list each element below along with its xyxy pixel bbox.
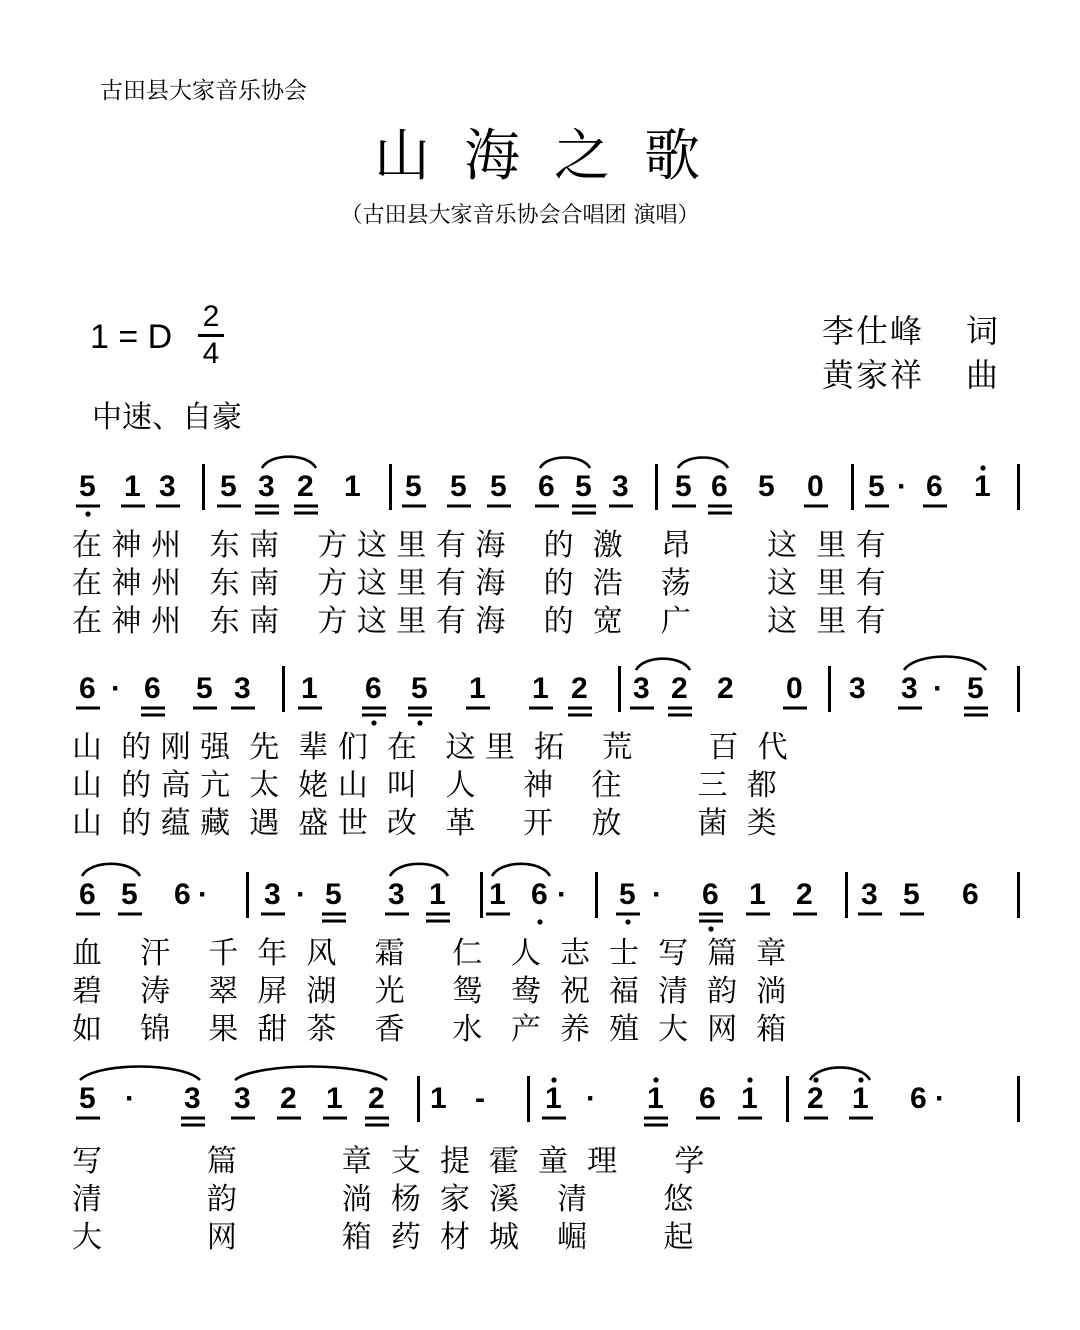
note: 1	[741, 1082, 758, 1115]
note: 1	[429, 878, 446, 911]
note: 5	[196, 672, 213, 705]
note: 1	[301, 672, 318, 705]
note: 3	[234, 672, 251, 705]
note: ·	[933, 672, 943, 705]
note: 3	[184, 1082, 201, 1115]
barline	[595, 872, 598, 918]
octave-dot-below	[625, 919, 630, 924]
barline	[618, 666, 621, 712]
note: 3	[901, 672, 918, 705]
note: 1	[326, 1082, 343, 1115]
lyric-line: 在 神 州 东 南 方 这 里 有 海 的 浩 荡 这 里 有	[72, 566, 886, 601]
note: 6	[531, 878, 548, 911]
barline	[417, 1076, 420, 1122]
note: 1	[124, 470, 141, 503]
slur-arc	[678, 458, 728, 469]
note: 3	[633, 672, 650, 705]
note: 0	[807, 470, 824, 503]
note: 5	[868, 470, 885, 503]
note: 6	[365, 672, 382, 705]
slur-arc	[492, 864, 550, 876]
note: 3	[612, 470, 629, 503]
barline	[1017, 464, 1020, 510]
note: 1	[974, 470, 991, 503]
note: 2	[297, 470, 314, 503]
note: 5	[121, 878, 138, 911]
note: 6	[699, 1082, 716, 1115]
note: 3	[388, 878, 405, 911]
note: 0	[786, 672, 803, 705]
note: 6	[79, 672, 96, 705]
barline	[282, 666, 285, 712]
note: 1	[489, 878, 506, 911]
slur-arc	[80, 1067, 200, 1081]
lyric-line: 山 的 刚 强 先 辈 们 在 这 里 拓 荒 百 代	[72, 730, 788, 765]
slur-arc	[235, 1067, 387, 1081]
barline	[246, 872, 249, 918]
note: 2	[368, 1082, 385, 1115]
note: 1	[545, 1082, 562, 1115]
note: 6	[962, 878, 979, 911]
note: 5	[903, 878, 920, 911]
note: 2	[671, 672, 688, 705]
note: ·	[557, 878, 567, 911]
lyric-line: 写 篇 章 支 提 霍 童 理 学	[72, 1144, 705, 1179]
time-signature-bottom: 4	[202, 337, 220, 370]
barline	[828, 666, 831, 712]
note: 1	[852, 1082, 869, 1115]
slur-arc	[540, 458, 590, 469]
note: 1	[532, 672, 549, 705]
note: 3	[258, 470, 275, 503]
lyric-line: 碧 涛 翠 屏 湖 光 鸳 鸯 祝 福 清 韵 淌	[72, 974, 787, 1009]
note: 3	[234, 1082, 251, 1115]
octave-dot-below	[537, 919, 542, 924]
song-title: 山海之歌	[374, 124, 734, 189]
note: 5	[450, 470, 467, 503]
lyric-line: 血 汗 千 年 风 霜 仁 人 志 士 写 篇 章	[72, 936, 787, 971]
note: 1	[749, 878, 766, 911]
lyric-line: 山 的 蕴 藏 遇 盛 世 改 革 开 放 菌 类	[72, 806, 777, 841]
note: 1	[344, 470, 361, 503]
note: 2	[280, 1082, 297, 1115]
note: 5	[79, 470, 96, 503]
slur-arc	[262, 457, 316, 468]
note: 6	[711, 470, 728, 503]
note: ·	[296, 878, 306, 911]
slur-arc	[390, 864, 448, 876]
composer-name: 黄家祥	[822, 356, 925, 394]
note: -	[475, 1082, 485, 1115]
note: ·	[198, 878, 208, 911]
note: ·	[652, 878, 662, 911]
slur-arc	[82, 864, 140, 876]
barline	[1017, 1076, 1020, 1122]
note: 5	[405, 470, 422, 503]
barline	[786, 1076, 789, 1122]
note: 6	[910, 1082, 927, 1115]
composer-role: 曲	[966, 356, 999, 394]
lyric-line: 山 的 高 亢 太 姥 山 叫 人 神 往 三 都	[72, 768, 777, 803]
note: 5	[758, 470, 775, 503]
note: 3	[861, 878, 878, 911]
note: 5	[79, 1082, 96, 1115]
note: ·	[586, 1082, 596, 1115]
note: 2	[571, 672, 588, 705]
slur-arc	[636, 659, 690, 670]
note: 5	[325, 878, 342, 911]
note: 3	[264, 878, 281, 911]
barline	[845, 872, 848, 918]
note: ·	[935, 1082, 945, 1115]
note: 1	[469, 672, 486, 705]
note: 5	[575, 470, 592, 503]
barline	[202, 464, 205, 510]
note: ·	[125, 1082, 135, 1115]
lyricist-name: 李仕峰	[822, 312, 925, 350]
lyric-line: 在 神 州 东 南 方 这 里 有 海 的 激 昂 这 里 有	[72, 528, 886, 563]
barline	[655, 464, 658, 510]
note: 3	[849, 672, 866, 705]
note: 6	[144, 672, 161, 705]
note: ·	[897, 470, 907, 503]
note: 6	[79, 878, 96, 911]
organization-label: 古田县大家音乐协会	[100, 78, 307, 104]
performer-note: （古田县大家音乐协会合唱团 演唱）	[340, 203, 700, 228]
barline	[1017, 872, 1020, 918]
note: 6	[702, 878, 719, 911]
note: 5	[220, 470, 237, 503]
lyric-line: 在 神 州 东 南 方 这 里 有 海 的 宽 广 这 里 有	[72, 604, 886, 639]
barline	[1017, 666, 1020, 712]
lyric-line: 清 韵 淌 杨 家 溪 清 悠	[72, 1182, 694, 1217]
note: 1	[430, 1082, 447, 1115]
barline	[527, 1076, 530, 1122]
note: ·	[111, 672, 121, 705]
note: 3	[159, 470, 176, 503]
note: 1	[647, 1082, 664, 1115]
note: 5	[619, 878, 636, 911]
note: 2	[717, 672, 734, 705]
note: 6	[926, 470, 943, 503]
note: 2	[807, 1082, 824, 1115]
barline	[389, 464, 392, 510]
octave-dot-below	[85, 511, 90, 516]
lyric-line: 如 锦 果 甜 茶 香 水 产 养 殖 大 网 箱	[72, 1012, 787, 1047]
note: 6	[538, 470, 555, 503]
lyricist-role: 词	[966, 312, 999, 350]
note: 5	[411, 672, 428, 705]
note: 5	[675, 470, 692, 503]
time-signature-top: 2	[198, 300, 224, 337]
barline	[480, 872, 483, 918]
note: 5	[967, 672, 984, 705]
key-signature: 1 = D	[90, 318, 173, 356]
note: 6	[174, 878, 191, 911]
slur-arc	[904, 657, 986, 671]
lyric-line: 大 网 箱 药 材 城 崛 起	[72, 1220, 694, 1255]
note: 5	[490, 470, 507, 503]
barline	[851, 464, 854, 510]
tempo-marking: 中速、自豪	[92, 400, 242, 435]
note: 2	[796, 878, 813, 911]
